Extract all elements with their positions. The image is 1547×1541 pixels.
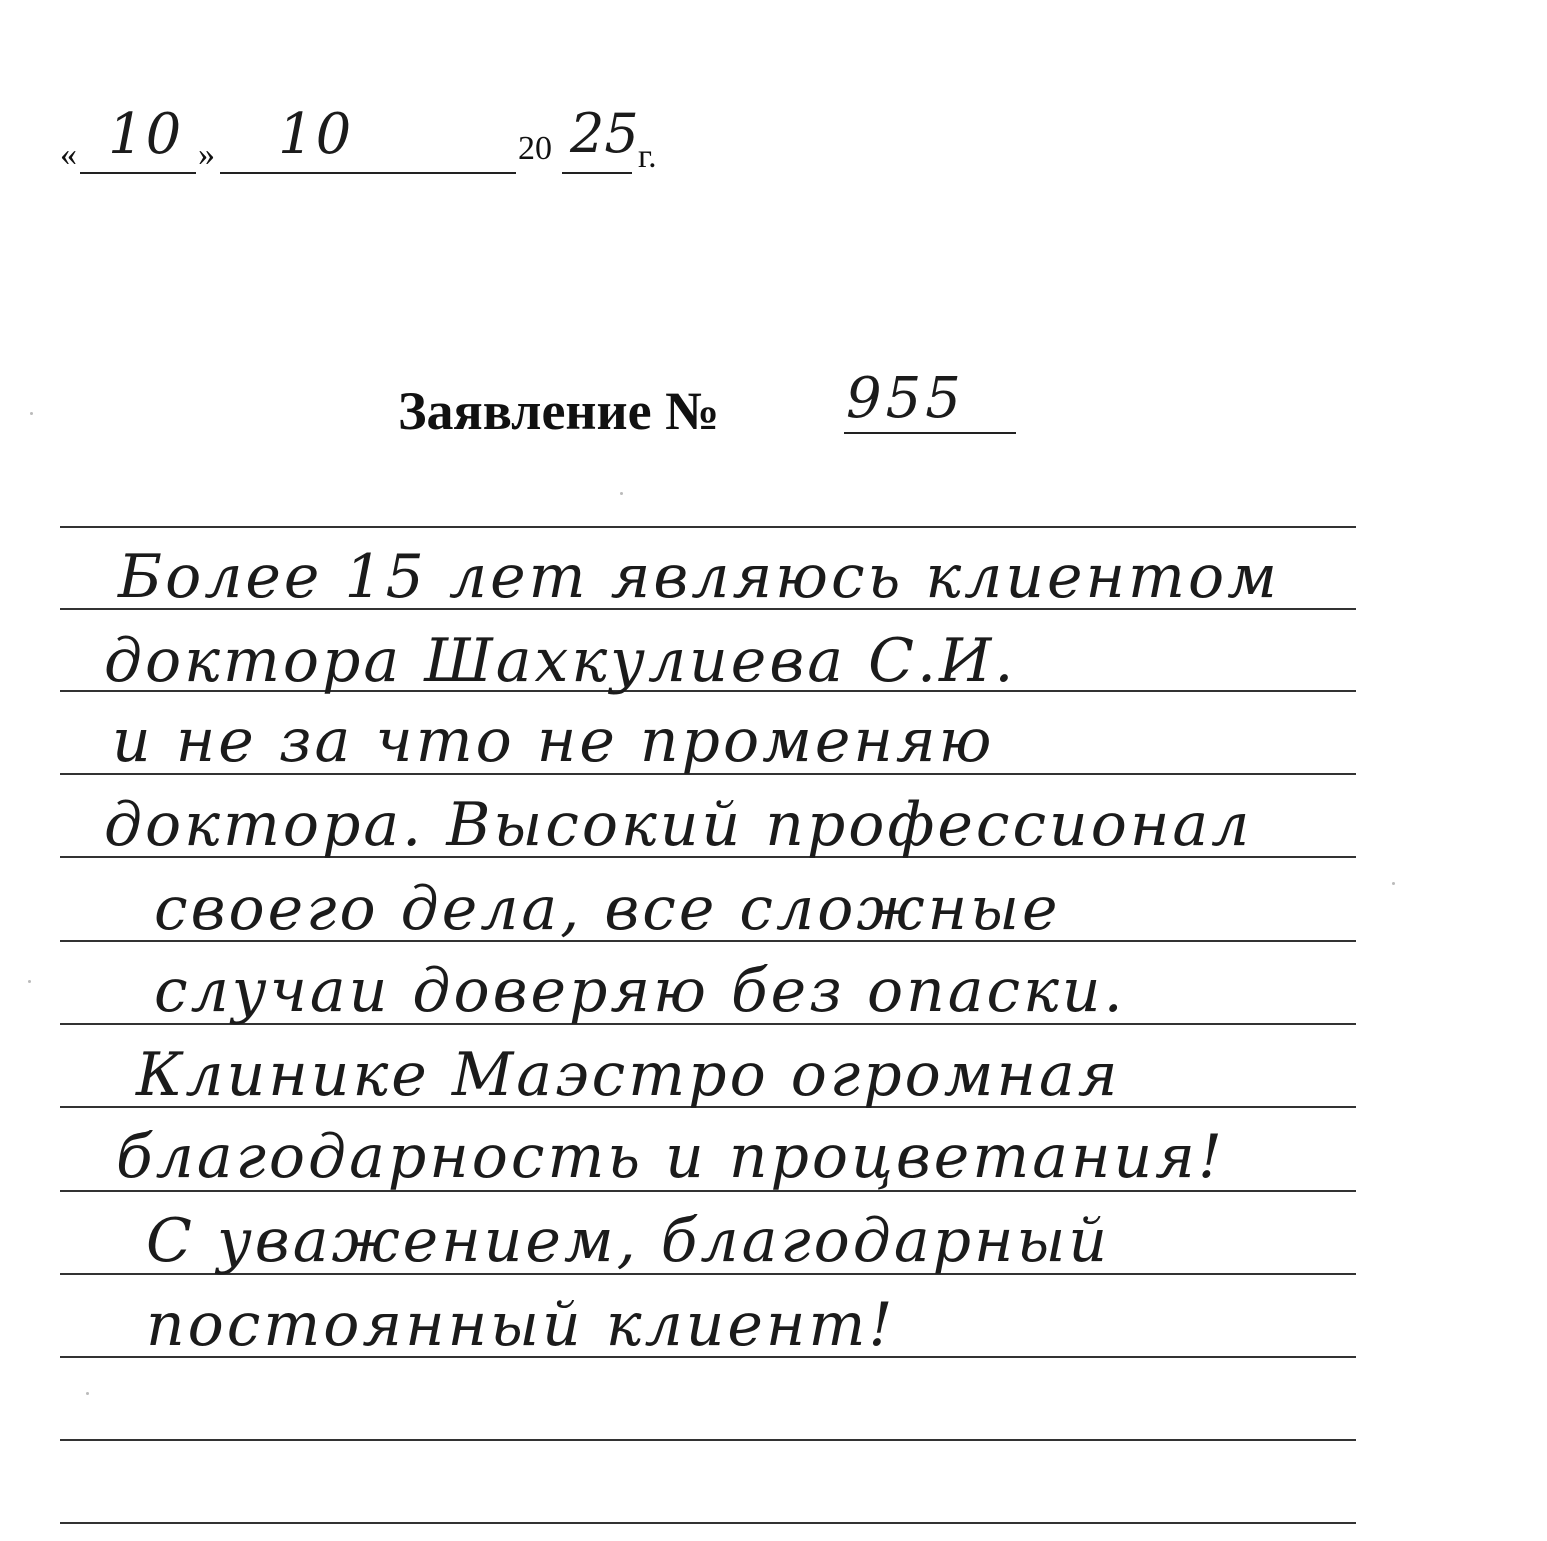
body-line: Клинике Маэстро огромная [136, 1040, 1121, 1110]
statement-number: 955 [846, 366, 965, 431]
date-year-underline [562, 172, 632, 174]
scan-speck [1392, 882, 1395, 885]
body-line: постоянный клиент! [146, 1290, 896, 1360]
ruled-line [60, 526, 1356, 528]
statement-number-underline [844, 432, 1016, 434]
date-month-underline [220, 172, 516, 174]
body-line: Более 15 лет являюсь клиентом [118, 542, 1280, 612]
document-title [398, 366, 1038, 452]
date-open-quote: « [60, 136, 77, 173]
date-close-quote: » [198, 136, 215, 173]
body-line: своего дела, все сложные [154, 874, 1061, 944]
body-line: случаи доверяю без опаски. [154, 956, 1126, 1026]
scan-speck [620, 492, 623, 495]
body-line: доктора. Высокий профессионал [104, 790, 1253, 860]
scan-speck [28, 980, 31, 983]
date-day: 10 [108, 102, 184, 167]
title-label: Заявление № [398, 381, 720, 441]
ruled-line [60, 1522, 1356, 1524]
scan-speck [86, 1392, 89, 1395]
date-day-underline [80, 172, 196, 174]
date-line [60, 92, 700, 182]
date-month: 10 [278, 102, 354, 167]
body-line: доктора Шахкулиева С.И. [104, 626, 1017, 696]
date-year: 25 [570, 102, 639, 165]
body-line: и не за что не променяю [112, 706, 995, 776]
date-suffix: г. [638, 138, 657, 175]
body-line: С уважением, благодарный [146, 1206, 1111, 1276]
date-century: 20 [518, 130, 552, 167]
ruled-line [60, 1439, 1356, 1441]
scan-speck [30, 412, 33, 415]
body-line: благодарность и процветания! [116, 1122, 1225, 1192]
